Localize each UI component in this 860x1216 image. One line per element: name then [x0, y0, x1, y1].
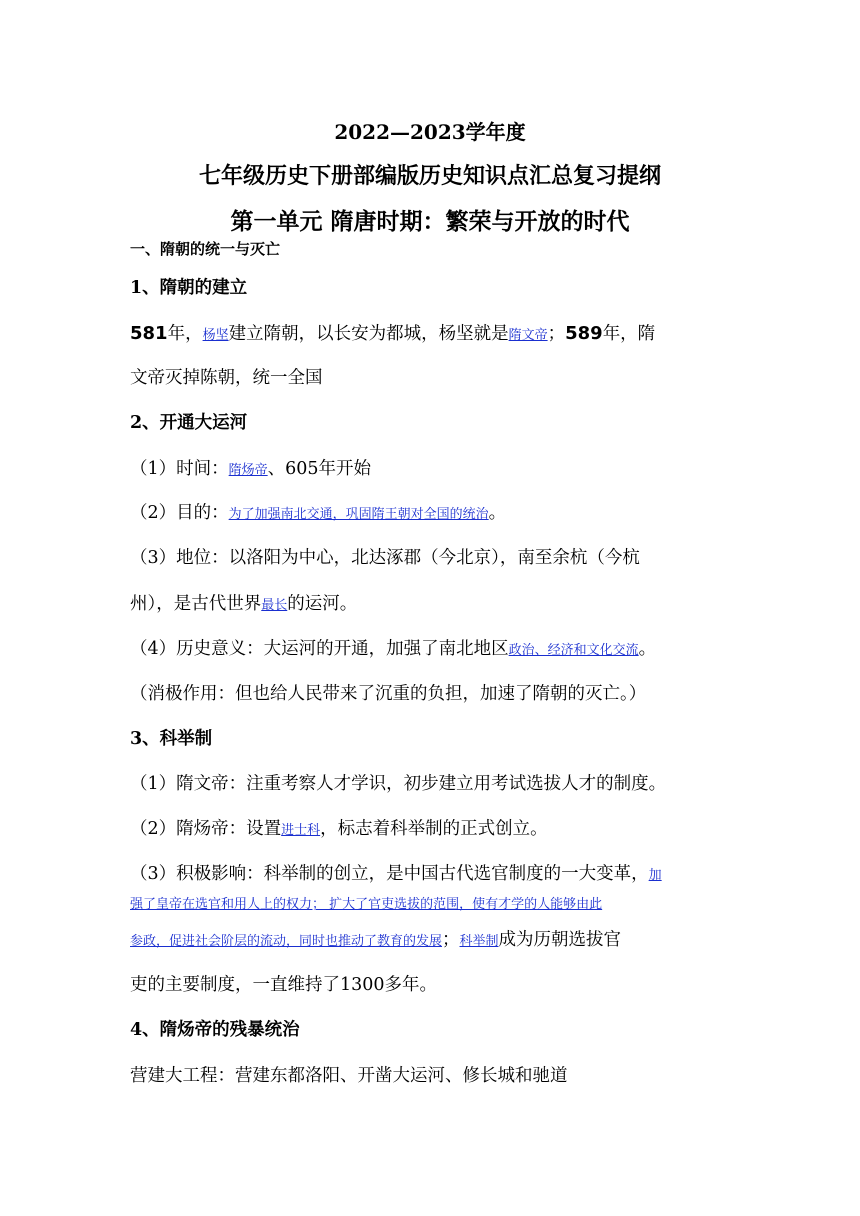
- list-item: 州），是古代世界最长的运河。: [130, 594, 358, 614]
- link-impact[interactable]: 强了皇帝在选官和用人上的权力； 扩大了官吏选拔的范围，使有才学的人能够由此: [130, 897, 603, 912]
- year-title: 2022—2023学年度: [334, 120, 526, 144]
- list-item: [130, 893, 602, 912]
- link-jinshi[interactable]: 进士科: [281, 823, 321, 838]
- list-item: 吏的主要制度，一直维持了1300多年。: [130, 975, 438, 995]
- heading-4: 4、隋炀帝的残暴统治: [130, 1020, 300, 1040]
- unit-title: 第一单元 隋唐时期：繁荣与开放的时代: [230, 208, 630, 235]
- list-item: （1）隋文帝：注重考察人才学识，初步建立用考试选拔人才的制度。: [130, 774, 667, 794]
- list-item: （3）积极影响：科举制的创立，是中国古代选官制度的一大变革，加: [130, 864, 662, 884]
- link-yang-jian[interactable]: 杨坚: [202, 328, 229, 343]
- link-impact[interactable]: 加: [648, 868, 662, 883]
- list-item: （2）隋炀帝：设置进士科，标志着科举制的正式创立。: [130, 819, 548, 839]
- link-purpose[interactable]: 为了加强南北交通，巩固隋王朝对全国的统治: [228, 507, 489, 522]
- list-item: （4）历史意义：大运河的开通，加强了南北地区政治、经济和文化交流。: [130, 639, 657, 659]
- link-sui-yangdi[interactable]: 隋炀帝: [228, 463, 268, 478]
- paragraph-line: 581年，杨坚建立隋朝，以长安为都城，杨坚就是隋文帝；589年，隋: [130, 323, 656, 344]
- paragraph-line: 营建大工程：营建东都洛阳、开凿大运河、修长城和驰道: [130, 1066, 568, 1086]
- list-item: （2）目的：为了加强南北交通，巩固隋王朝对全国的统治。: [130, 503, 507, 523]
- list-item: （1）时间：隋炀帝、605年开始: [130, 459, 372, 479]
- link-impact[interactable]: 参政，促进社会阶层的流动，同时也推动了教育的发展: [130, 934, 443, 949]
- link-keju[interactable]: 科举制: [459, 934, 499, 949]
- list-item: （3）地位：以洛阳为中心，北达涿郡（今北京），南至余杭（今杭: [130, 548, 640, 568]
- main-title: 七年级历史下册部编版历史知识点汇总复习提纲: [198, 163, 661, 189]
- heading-2: 2、开通大运河: [130, 413, 248, 433]
- list-item: 参政，促进社会阶层的流动，同时也推动了教育的发展；科举制成为历朝选拔官: [130, 930, 622, 950]
- section-heading: 一、隋朝的统一与灭亡: [130, 240, 281, 258]
- paragraph-line: 文帝灭掉陈朝，统一全国: [130, 368, 323, 388]
- link-exchange[interactable]: 政治、经济和文化交流: [508, 643, 639, 658]
- heading-3: 3、科举制: [130, 729, 213, 749]
- link-sui-wendi[interactable]: 隋文帝: [508, 328, 548, 343]
- heading-1: 1、隋朝的建立: [130, 278, 248, 298]
- link-longest[interactable]: 最长: [261, 598, 288, 613]
- list-item: （消极作用：但也给人民带来了沉重的负担，加速了隋朝的灭亡。）: [130, 684, 647, 704]
